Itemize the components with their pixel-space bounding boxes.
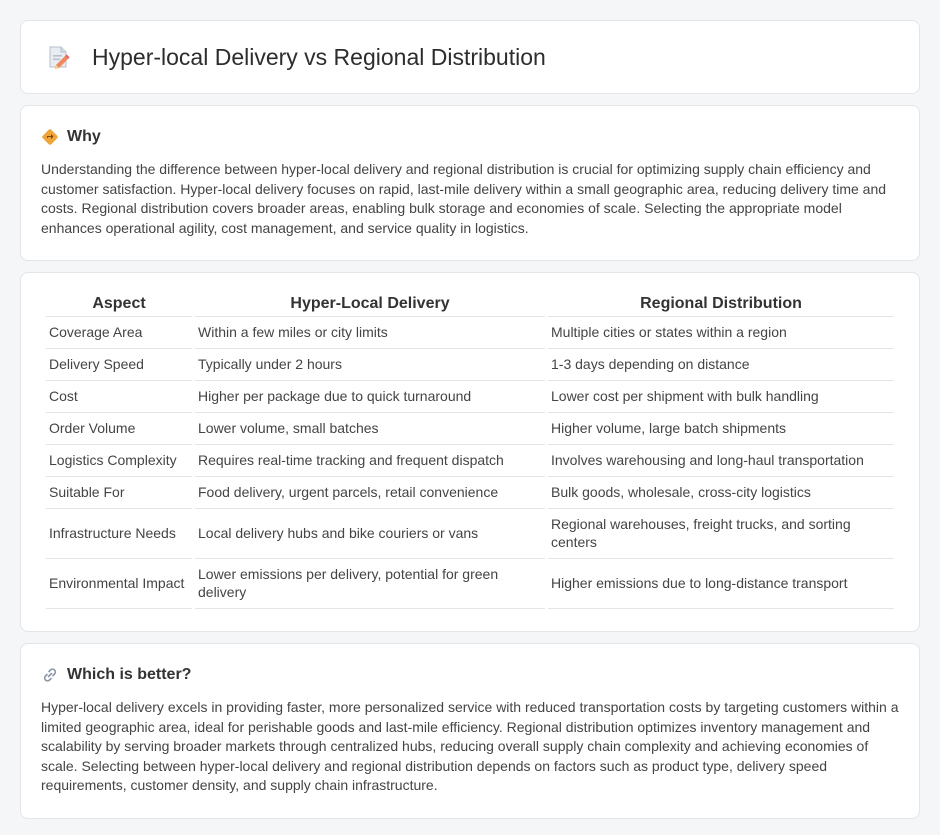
row-aspect: Order Volume bbox=[46, 413, 192, 445]
row-hyper-local: Food delivery, urgent parcels, retail convenience bbox=[195, 477, 545, 509]
why-text: Understanding the difference between hyper-local delivery and regional distribution is crucial for optimizing supply chain efficiency and customer satisfaction. Hyper-local delivery focuses on rapid, last-mile delivery within a small geographic area, reducing delivery time and costs. Regional distribution covers broader areas, enabling bulk storage and economies of scale. Selecting the appropriate model enhances operational agility, cost management, and service quality in logistics. bbox=[41, 161, 887, 236]
table-header-row bbox=[46, 293, 894, 317]
comparison-table bbox=[43, 293, 897, 609]
row-hyper-local: Within a few miles or city limits bbox=[195, 317, 545, 349]
row-regional: Lower cost per shipment with bulk handling bbox=[548, 381, 894, 413]
header-regional: Regional Distribution bbox=[548, 293, 894, 317]
row-regional: Higher emissions due to long-distance transport bbox=[548, 559, 894, 609]
header-hyper-local: Hyper-Local Delivery bbox=[195, 293, 545, 317]
table-row bbox=[46, 477, 894, 509]
page-title: Hyper-local Delivery vs Regional Distribution bbox=[92, 43, 546, 70]
better-header bbox=[41, 666, 899, 684]
table-row bbox=[46, 509, 894, 559]
row-regional: Bulk goods, wholesale, cross-city logistics bbox=[548, 477, 894, 509]
row-regional: Regional warehouses, freight trucks, and sorting centers bbox=[548, 509, 894, 559]
row-aspect: Delivery Speed bbox=[46, 349, 192, 381]
better-section bbox=[20, 643, 920, 819]
row-aspect: Suitable For bbox=[46, 477, 192, 509]
table-row bbox=[46, 381, 894, 413]
row-aspect: Infrastructure Needs bbox=[46, 509, 192, 559]
header-aspect: Aspect bbox=[46, 293, 192, 317]
table-row bbox=[46, 559, 894, 609]
row-hyper-local: Requires real-time tracking and frequent dispatch bbox=[195, 445, 545, 477]
diamond-direction-icon bbox=[41, 128, 59, 146]
better-text: Hyper-local delivery excels in providing faster, more personalized service with reduced transportation costs by targeting customers within a limited geographic area, ideal for perishable goods and last-mile efficiency. Regional distribution optimizes inventory management and scalability by serving broader markets through centralized hubs, reducing overall supply chain complexity and achieving economies of scale. Selecting between hyper-local delivery and regional distribution depends on factors such as product type, delivery speed requirements, customer density, and supply chain infrastructure. bbox=[41, 699, 899, 793]
table-row bbox=[46, 349, 894, 381]
table-row bbox=[46, 317, 894, 349]
table-row bbox=[46, 413, 894, 445]
comparison-section bbox=[20, 272, 920, 632]
row-hyper-local: Lower emissions per delivery, potential for green delivery bbox=[195, 559, 545, 609]
row-hyper-local: Higher per package due to quick turnaround bbox=[195, 381, 545, 413]
row-aspect: Environmental Impact bbox=[46, 559, 192, 609]
why-section bbox=[20, 105, 920, 261]
link-icon bbox=[41, 666, 59, 684]
row-hyper-local: Lower volume, small batches bbox=[195, 413, 545, 445]
document-pencil-icon bbox=[45, 44, 71, 70]
row-regional: Multiple cities or states within a region bbox=[548, 317, 894, 349]
row-hyper-local: Local delivery hubs and bike couriers or vans bbox=[195, 509, 545, 559]
row-aspect: Cost bbox=[46, 381, 192, 413]
table-row bbox=[46, 445, 894, 477]
better-heading: Which is better? bbox=[67, 666, 192, 683]
row-hyper-local: Typically under 2 hours bbox=[195, 349, 545, 381]
row-regional: Involves warehousing and long-haul transportation bbox=[548, 445, 894, 477]
why-header bbox=[41, 128, 899, 146]
row-regional: Higher volume, large batch shipments bbox=[548, 413, 894, 445]
row-regional: 1-3 days depending on distance bbox=[548, 349, 894, 381]
why-heading: Why bbox=[67, 128, 101, 145]
row-aspect: Coverage Area bbox=[46, 317, 192, 349]
title-card bbox=[20, 20, 920, 94]
row-aspect: Logistics Complexity bbox=[46, 445, 192, 477]
